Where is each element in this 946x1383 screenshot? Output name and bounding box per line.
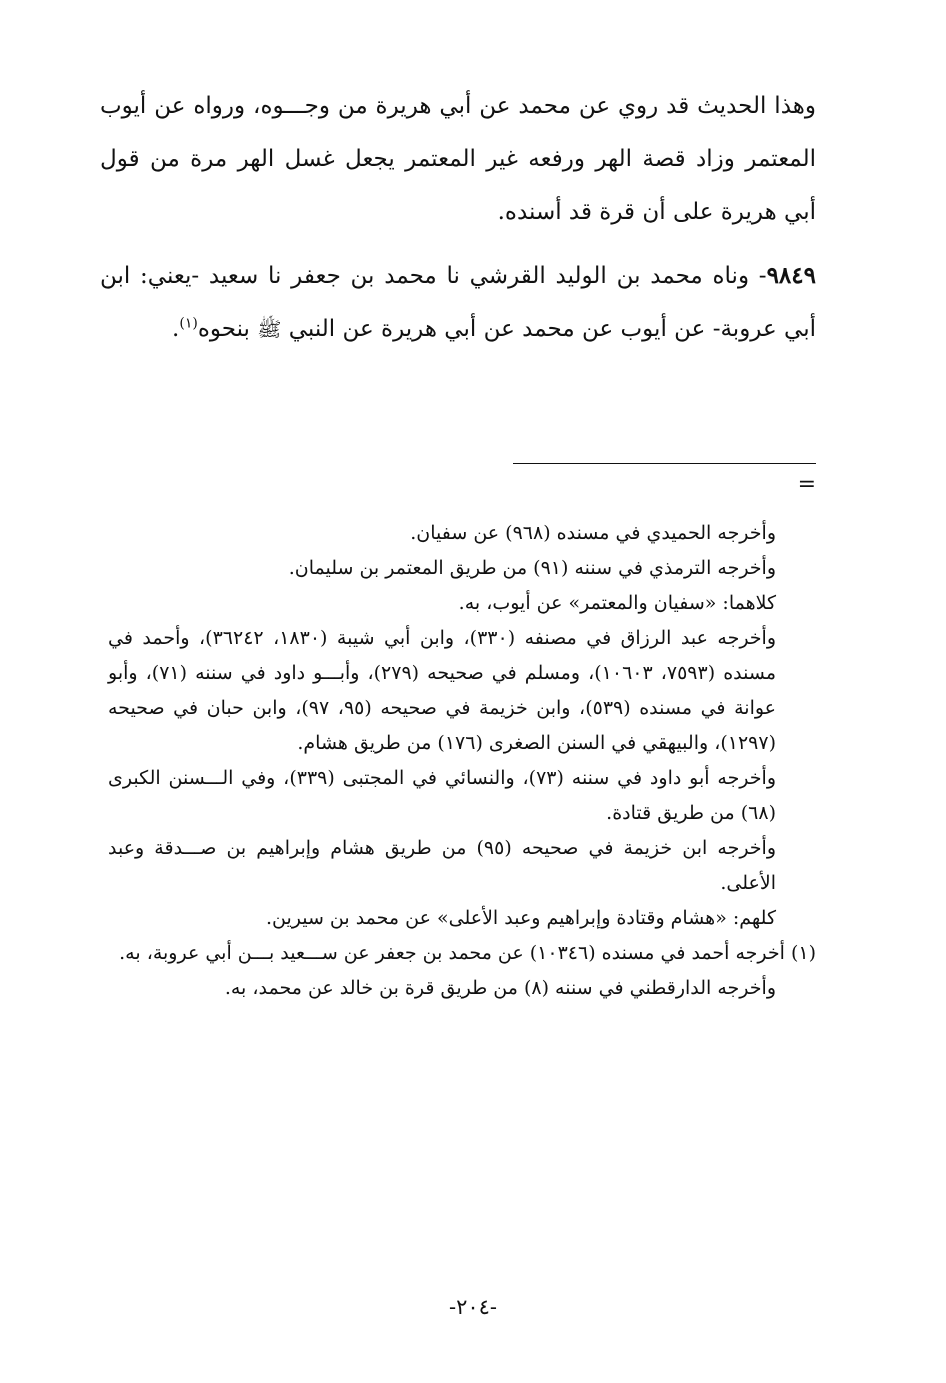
- hadith-end: بنحوه: [197, 316, 250, 342]
- footnote-line: وأخرجه الدارقطني في سننه (٨) من طريق قرة بن خالد عن محمد، به.: [224, 977, 776, 999]
- hadith-period: .: [172, 316, 180, 342]
- footnote-ref: (١): [179, 315, 198, 332]
- footnote-line: وأخرجه عبد الرزاق في مصنفه (٣٣٠)، وابن أبي شيبة (١٨٣٠، ٣٦٢٤٢)، وأحمد في مسنده (٧٥٩٣، ١٠٦٠٣)، ومسلم في صحيحه (٢٧٩)، وأبـــو داود في سننه (٧١)، وأبو عوانة في مسنده (٥٣٩)، وابن خزيمة في صحيحه (٩٥، ٩٧)، وابن حبان في صحيحه (١٢٩٧)، والبيهقي في السنن الصغرى (١٧٦) من طريق هشام.: [108, 627, 777, 754]
- footnote-line: كلاهما: «سفيان والمعتمر» عن أيوب، به.: [458, 592, 776, 614]
- hadith-paragraph: [100, 249, 816, 356]
- footnote-line: وأخرجه الحميدي في مسنده (٩٦٨) عن سفيان.: [410, 522, 776, 544]
- footnote-numbered: (١) أخرجه أحمد في مسنده (١٠٣٤٦) عن محمد بن جعفر عن ســـعيد بـــن أبي عروبة، به.: [119, 942, 816, 964]
- footnote-line: كلهم: «هشام وقتادة وإبراهيم وعبد الأعلى» عن محمد بن سيرين.: [265, 907, 776, 929]
- hadith-number: ٩٨٤٩: [766, 262, 816, 289]
- footnote-line: وأخرجه ابن خزيمة في صحيحه (٩٥) من طريق هشام وإبراهيم بن صـــدقة وعبد الأعلى.: [108, 837, 776, 894]
- footnote-line: وأخرجه أبو داود في سننه (٧٣)، والنسائي في المجتبى (٣٣٩)، وفي الـــسنن الكبرى (٦٨) من طريق قتادة.: [108, 767, 776, 824]
- footnote-divider: [513, 463, 816, 464]
- continuation-mark: =: [797, 472, 816, 497]
- footnotes: [108, 516, 816, 1006]
- footnote-line: وأخرجه الترمذي في سننه (٩١) من طريق المعتمر بن سليمان.: [288, 557, 776, 579]
- main-text: [100, 80, 816, 356]
- page-number: -٢٠٤-: [448, 1295, 498, 1319]
- main-paragraph: وهذا الحديث قد روي عن محمد عن أبي هريرة من وجـــوه، ورواه عن أيوب المعتمر وزاد قصة الهر ورفعه غير المعتمر يجعل غسل الهر مرة من قول أبي هريرة على أن قرة قد أسنده.: [100, 93, 816, 225]
- salawat-icon: ﷺ: [257, 317, 282, 341]
- hadith-text: - وناه محمد بن الوليد القرشي نا محمد بن جعفر نا سعيد -يعني: ابن أبي عروبة- عن أيوب عن محمد عن أبي هريرة عن النبي: [100, 263, 816, 342]
